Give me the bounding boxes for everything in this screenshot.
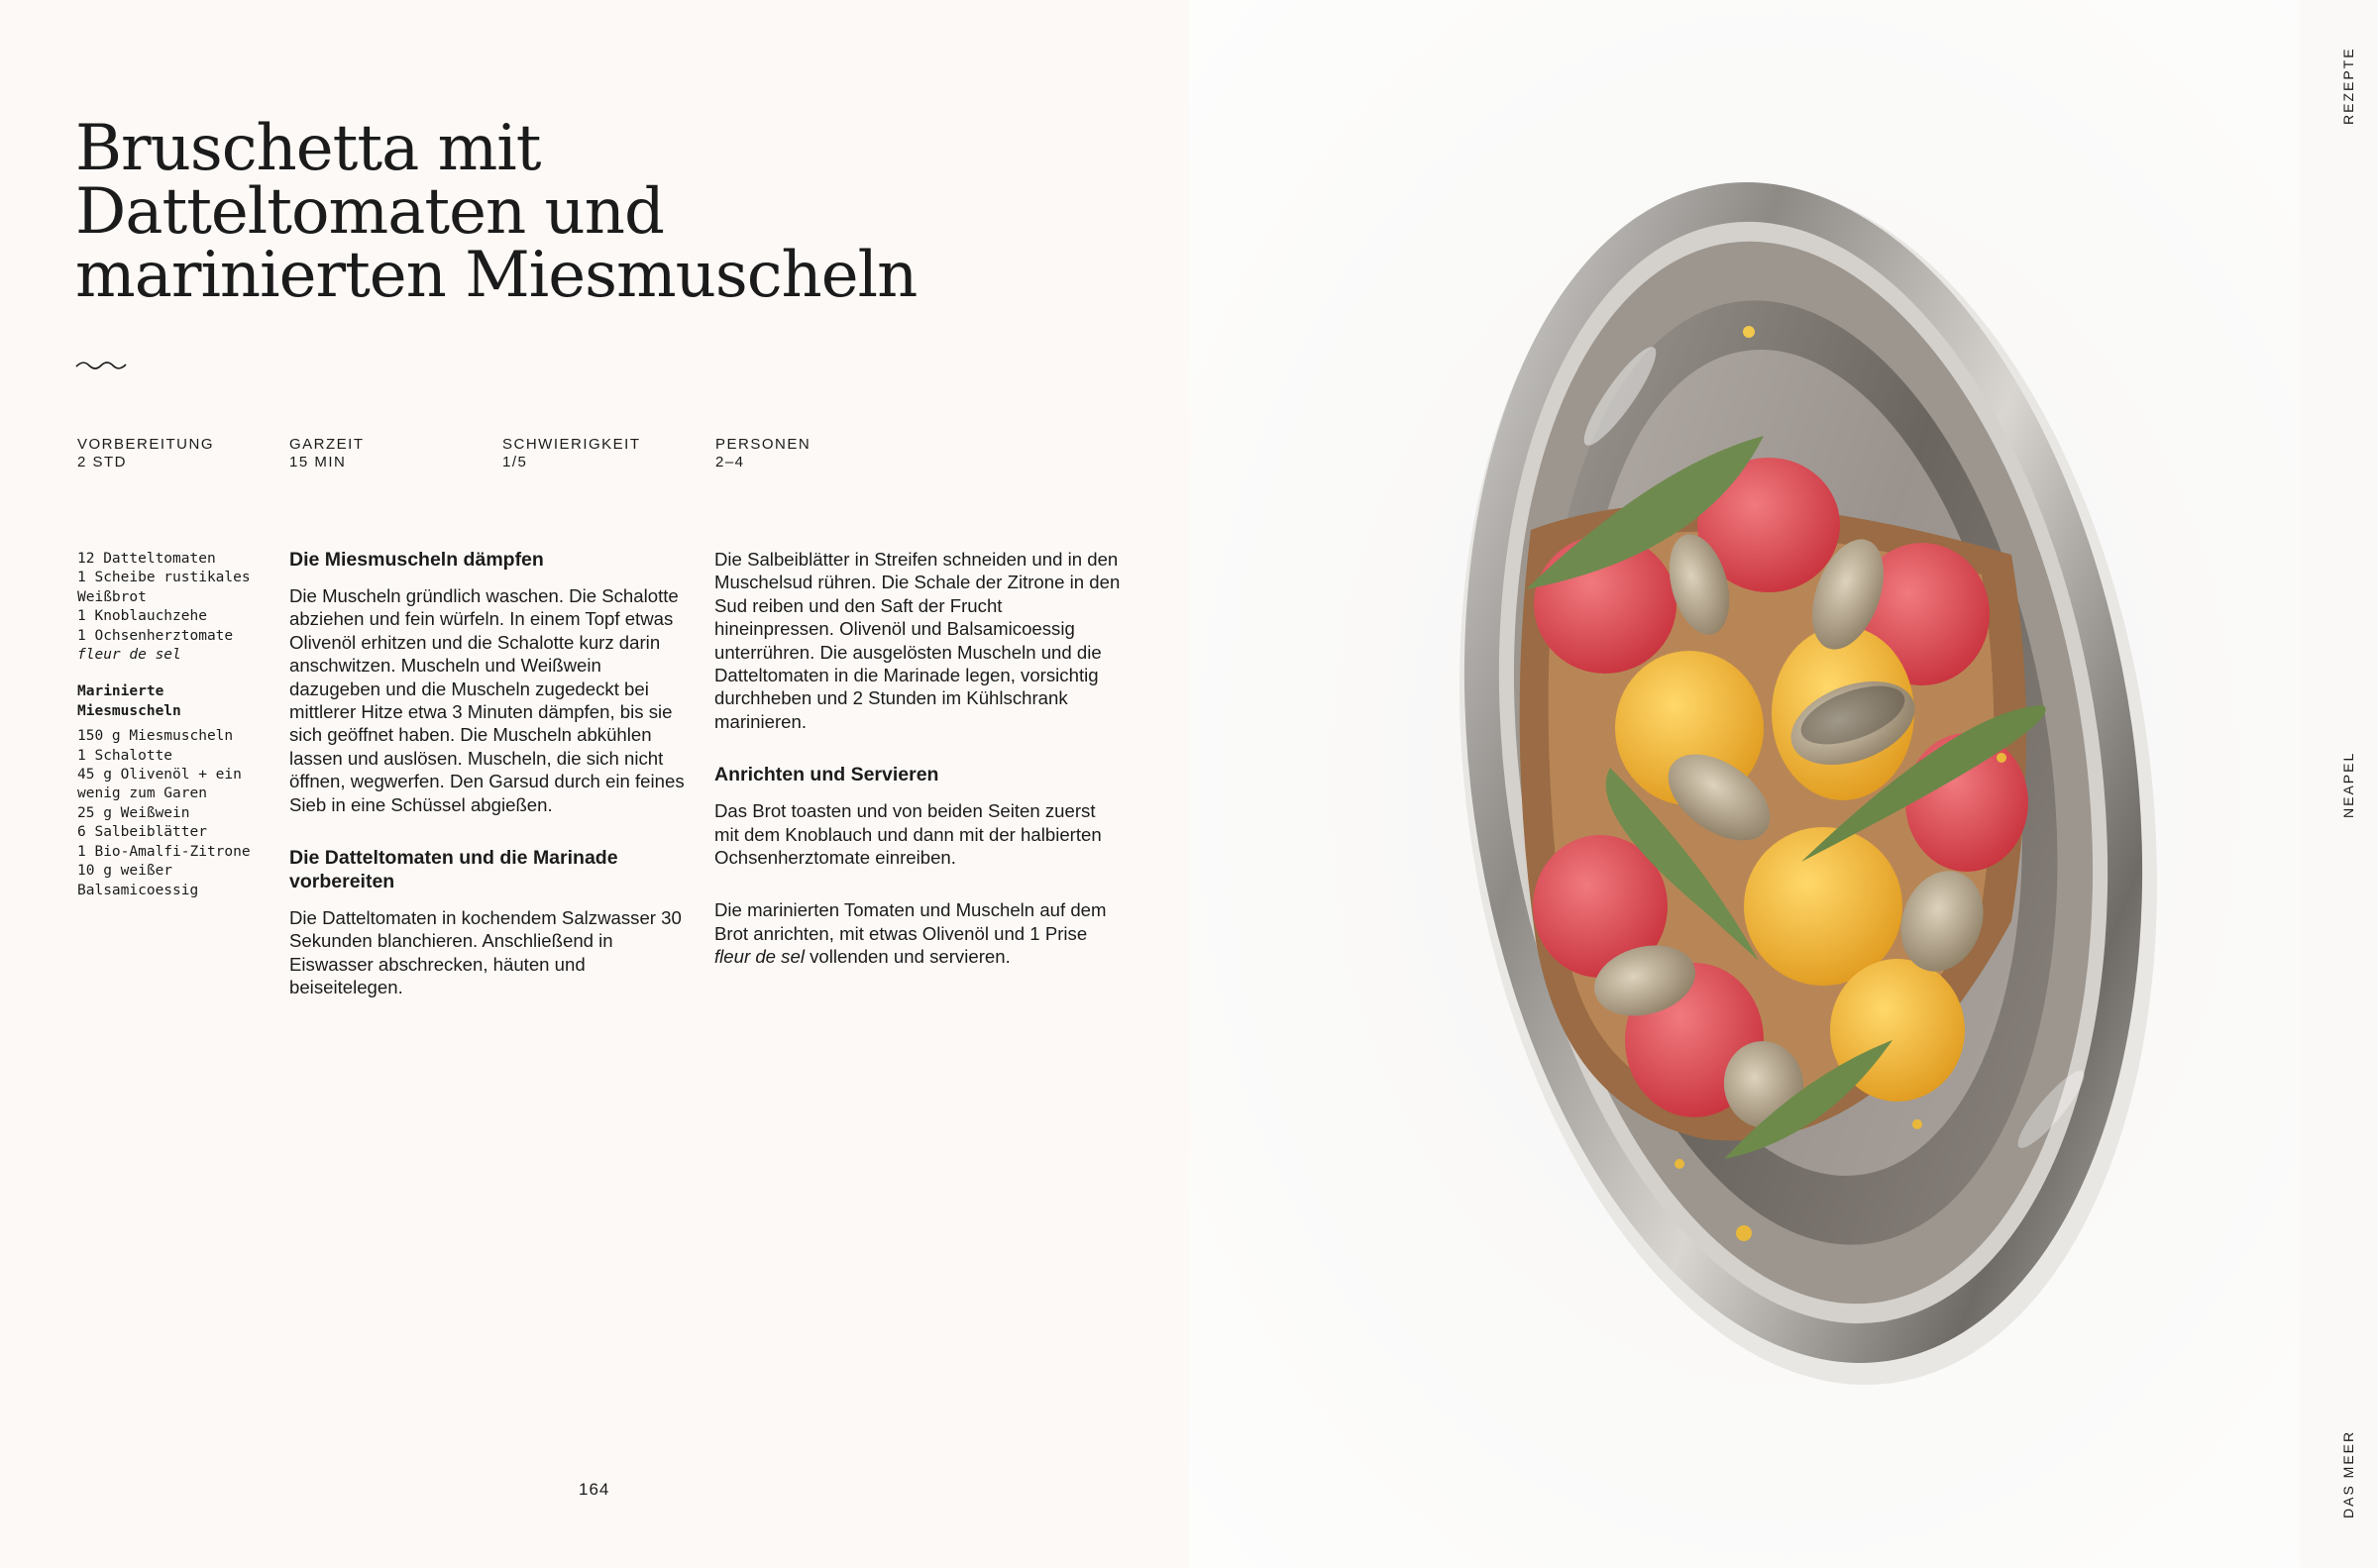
step-heading: Die Miesmuscheln dämpfen [289,549,544,571]
ingredient-item: 12 Datteltomaten [77,551,216,567]
meta-preparation [77,436,214,471]
side-tab-strip [2300,0,2378,1568]
wave-ornament-icon [75,361,127,370]
meta-label: SCHWIERIGKEIT [502,436,641,453]
ingredient-item: 150 g Miesmuscheln [77,728,234,745]
meta-value: 2–4 [715,454,745,470]
ingredient-item: 10 g weißer [77,863,173,880]
step-text: Das Brot toasten und von beiden Seiten zuerst mit dem Knoblauch und dann mit der halbierten Ochsenherztomate einreiben. [714,800,1102,869]
step-text: Die Muscheln gründlich waschen. Die Schalotte abziehen und fein würfeln. In einem Topf etwas Olivenöl erhitzen und die Schalotte kurz darin anschwitzen. Muscheln und Weißwein dazugeben und die Muscheln zugedeckt bei mittlerer Hitze etwa 3 Minuten dämpfen, bis sie sich geöffnet haben. Die Muscheln abkühlen lassen und auslösen. Muscheln, die sich nicht öffnen, wegwerfen. Den Garsud durch ein feines Sieb in eine Schüssel abgießen. [289,585,685,815]
food-photo [1189,0,2378,1568]
meta-difficulty [502,436,641,471]
title-line-3: marinierten Miesmuscheln [75,239,918,312]
ingredient-item: Balsamicoessig [77,882,199,898]
ingredient-item: Weißbrot [77,588,147,605]
steps-column-1 [289,548,696,1019]
meta-value: 1/5 [502,454,528,470]
recipe-title [75,112,1066,312]
meta-cooking-time [289,436,365,471]
ingredient-item: 6 Salbeiblätter [77,824,207,841]
ingredient-item: 1 Bio-Amalfi-Zitrone [77,843,251,860]
steps-column-2 [714,548,1121,989]
step-heading: Die Datteltomaten und die Marinade vorbereiten [289,847,618,893]
step-text-italic: fleur de sel [714,946,805,968]
ingredient-item: 1 Knoblauchzehe [77,608,207,625]
meta-label: GARZEIT [289,436,365,453]
meta-label: PERSONEN [715,436,811,453]
ingredient-item: 1 Schalotte [77,747,173,764]
step-text-part: vollenden und servieren. [804,946,1011,968]
meta-servings [715,436,811,471]
step-text-part: Die marinierten Tomaten und Muscheln auf dem Brot anrichten, mit etwas Olivenöl und 1 Prise [714,899,1107,944]
side-tab-rezepte[interactable]: REZEPTE [2340,47,2356,125]
title-line-1: Bruschetta mit [75,112,541,185]
ingredient-subheading: Marinierte [77,683,164,700]
step-heading: Anrichten und Servieren [714,764,939,786]
meta-value: 2 STD [77,454,128,470]
ingredient-item: 25 g Weißwein [77,804,190,821]
ingredient-item: 1 Scheibe rustikales [77,570,251,586]
step-text: Die Salbeiblätter in Streifen schneiden und in den Muschelsud rühren. Die Schale der Zitrone in den Sud reiben und den Saft der Frucht hineinpressen. Olivenöl und Balsamicoessig unterrühren. Die ausgelösten Muscheln und die Datteltomaten in die Marinade legen, vorsichtig durchheben und 2 Stunden im Kühlschrank marinieren. [714,549,1121,732]
title-line-2: Datteltomaten und [75,175,664,249]
ingredients-list [77,550,275,900]
ingredient-item: wenig zum Garen [77,785,207,802]
ingredient-item: 45 g Olivenöl + ein [77,767,242,784]
meta-value: 15 MIN [289,454,347,470]
side-tab-das-meer[interactable]: DAS MEER [2340,1429,2356,1518]
ingredient-item: fleur de sel [77,647,181,664]
meta-label: VORBEREITUNG [77,436,215,453]
page-number: 164 [579,1480,610,1499]
side-tab-neapel[interactable]: NEAPEL [2340,751,2356,818]
step-text [714,898,1121,968]
step-text: Die Datteltomaten in kochendem Salzwasser 30 Sekunden blanchieren. Anschließend in Eiswasser abschrecken, häuten und beiseitelegen. [289,907,682,998]
ingredient-item: 1 Ochsenherztomate [77,627,234,644]
right-page [1189,0,2378,1568]
ingredient-subheading: Miesmuscheln [77,702,181,719]
